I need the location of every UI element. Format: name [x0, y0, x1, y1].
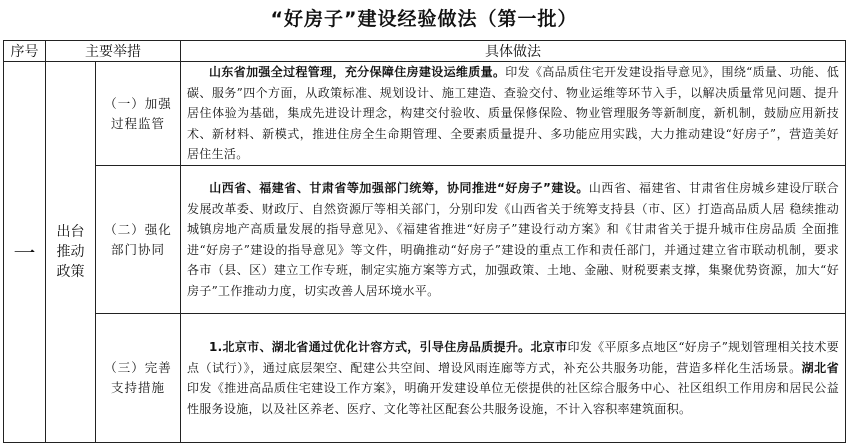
row-seq: 一 — [4, 62, 46, 443]
detail-lead: 1.北京市、湖北省通过优化计容方式，引导住房品质提升。 — [209, 340, 531, 354]
detail-cell — [181, 314, 846, 443]
sub-measure-cell — [96, 166, 181, 314]
table-header-row — [4, 41, 846, 62]
sub-measure-cell — [96, 62, 181, 166]
sub-measure-line: 支持措施 — [110, 380, 165, 395]
sub-measure-cell — [96, 314, 181, 443]
detail-lead: 山西省、福建省、甘肃省等加强部门统筹，协同推进“好房子”建设。 — [209, 181, 589, 195]
header-main-measures: 主要举措 — [46, 41, 181, 62]
sub-measure-line: （三）完善 — [104, 360, 172, 375]
detail-subject: 北京市 — [530, 340, 568, 354]
detail-body: 山西省、福建省、甘肃省住房城乡建设厅联合发展改革委、财政厅、自然资源厅等相关部门，分别印发《山西省关于统筹支持县（市、区）打造高品质人居 稳续推动城镇房地产高质量发展的指导意见》、《福建省推进“好房子”建设行动方案》和《甘肃省关于提升城市住房品质 全面推进“好房子”建设的指导意见》等文件，明确推动“好房子”建设的重点工作和责任部门，并通过建立省市联动机制，要求各市（县、区）建立工作专班，制定实施方案等方式，加强政策、土地、金融、财税要素支撑，集聚优势资源，加大“好房子”工作推动力度，切实改善人居环境水平。 — [187, 181, 839, 298]
detail-body: 印发《平原多点地区“好房子”规划管理相关技术要点（试行）》，通过底层架空、配建公共空间、增设风雨连廊等方式，补充公共服务功能，营造多样化生活场景。 — [187, 340, 840, 375]
detail-body: 印发《高品质住宅开发建设指导意见》，围绕“质量、功能、低碳、服务”四个方面，从政策标准、规划设计、施工建造、查验交付、物业运维等环节入手，以解决质量常见问题、提升居住体验为基础，集成先进设计理念，构建交付验收、质量保修保险、物业管理服务等新制度，新机制，鼓励应用新技术、新材料、新模式，推进住房全生命期管理、全要素质量提升、多功能应用实践，大力推动建设“好房子”，营造美好居住生活。 — [187, 65, 840, 162]
main-measure-line: 出台 — [56, 224, 85, 240]
sub-measure-line: 部门协同 — [110, 241, 165, 257]
detail-body: 印发《推进高品质住宅建设工作方案》，明确开发建设单位无偿提供的社区综合服务中心、社区组织工作用房和居民公益性服务设施，以及社区养老、医疗、文化等社区配套公共服务设施，不计入容积率建筑面积。 — [187, 381, 839, 416]
header-details: 具体做法 — [181, 41, 846, 62]
sub-measure-line: （一）加强 — [104, 95, 172, 111]
main-measure-cell — [46, 62, 96, 443]
page-title: “好房子”建设经验做法（第一批） — [270, 8, 578, 30]
detail-cell — [181, 166, 846, 314]
table-row — [4, 62, 846, 166]
sub-measure-line: （二）强化 — [104, 221, 172, 237]
header-seq: 序号 — [4, 41, 46, 62]
detail-subject: 湖北省 — [801, 360, 839, 375]
detail-cell — [181, 62, 846, 166]
table-row — [4, 314, 846, 443]
main-measure-line: 推动 — [56, 244, 85, 260]
table-row — [4, 166, 846, 314]
sub-measure-line: 过程监管 — [110, 115, 165, 131]
measures-table — [3, 40, 846, 443]
main-measure-line: 政策 — [56, 264, 85, 280]
detail-lead: 山东省加强全过程管理，充分保障住房建设运维质量。 — [209, 65, 506, 80]
